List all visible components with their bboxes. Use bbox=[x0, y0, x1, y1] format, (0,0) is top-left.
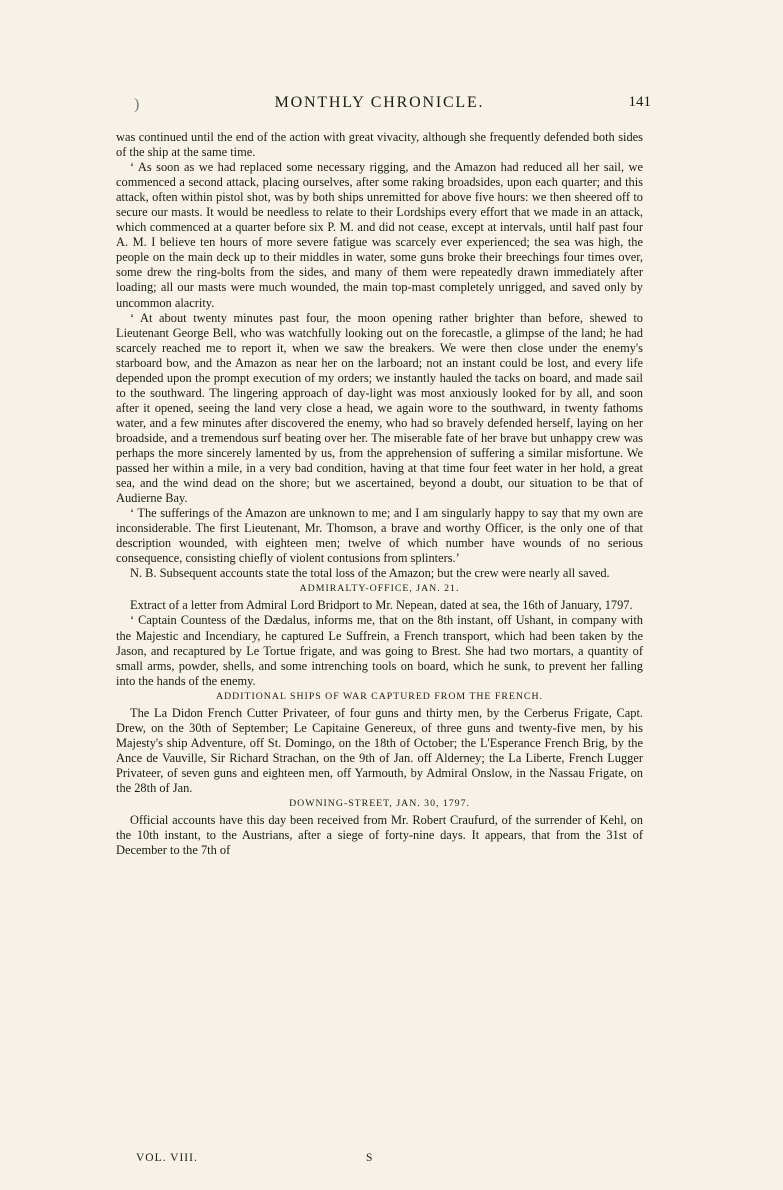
paragraph-extract: Extract of a letter from Admiral Lord Bridport to Mr. Nepean, dated at sea, the 16th of January, 1797. bbox=[130, 598, 633, 613]
page-number: 141 bbox=[628, 94, 651, 110]
paragraph-continued: was continued until the end of the action with great vivacity, although she frequently defended both sides of the ship at the same time. bbox=[116, 130, 643, 160]
paragraph-second-attack: ‘ As soon as we had replaced some necessary rigging, and the Amazon had reduced all her sail, we commenced a second attack, placing ourselves, after some raking broadsides, upon each quarter; and this attack, often within pistol shot, was by both ships unremitted for above five hours: we then sheered off to secure our masts. It would be needless to relate to their Lordships every effort that we made in an attack, which commenced at a quarter before six P. M. and did not cease, except at intervals, until half past four A. M. I believe ten hours of more severe fatigue was scarcely ever experienced; the sea was high, the people on the main deck up to their middles in water, some guns broke their breechings four times over, some drew the ring-bolts from the sides, and many of them were repeatedly drawn immediately after loading; all our masts were much wounded, the main top-mast completely unrigged, and saved only by uncommon alacrity. bbox=[116, 160, 643, 310]
paragraph-daedalus: ‘ Captain Countess of the Dædalus, informs me, that on the 8th instant, off Ushant, in company with the Majestic and Incendiary, he captured Le Suffrein, a French transport, which had been taken by the Jason, and recaptured by Le Tortue frigate, and was going to Brest. She had two mortars, a quantity of small arms, powder, shells, and some intrenching tools on board, which he sunk, to prevent her falling into the hands of the enemy. bbox=[116, 613, 643, 688]
section-heading-additional-ships: ADDITIONAL SHIPS OF WAR CAPTURED FROM THE FRENCH. bbox=[216, 690, 543, 702]
running-head bbox=[116, 92, 651, 122]
paragraph-nota-bene: N. B. Subsequent accounts state the total loss of the Amazon; but the crew were nearly all saved. bbox=[130, 566, 610, 581]
margin-mark: ) bbox=[134, 96, 140, 113]
signature-mark: S bbox=[366, 1152, 374, 1164]
section-heading-admiralty: ADMIRALTY-OFFICE, JAN. 21. bbox=[299, 583, 460, 595]
paragraph-captures: The La Didon French Cutter Privateer, of four guns and thirty men, by the Cerberus Frigate, Capt. Drew, on the 30th of September; Le Capitaine Genereux, of three guns and twenty-five men, by his Majesty's ship Adventure, off St. Domingo, on the 18th of October; the L'Esperance French Brig, by the Ance de Vauville, Sir Richard Strachan, on the 9th of Jan. off Alderney; the La Liberte, French Lugger Privateer, of seven guns and eighteen men, off Yarmouth, by Admiral Onslow, in the Nassau Frigate, on the 28th of Jan. bbox=[116, 705, 643, 795]
article-body bbox=[116, 130, 643, 858]
paragraph-breakers: ‘ At about twenty minutes past four, the moon opening rather brighter than before, shewed to Lieutenant George Bell, who was watchfully looking out on the forecastle, a glimpse of the land; he had scarcely reached me to report it, when we saw the breakers. We were then close under the enemy's starboard bow, and the Amazon as near her on the larboard; not an instant could be lost, and every life depended upon the prompt execution of my orders; we instantly hauled the tacks on board, and made sail to the southward. The lingering approach of day-light was most anxiously looked for by all, and soon after it opened, seeing the land very close a head, we again wore to the southward, in twenty fathoms water, and a few minutes after discovered the enemy, who had so bravely defended herself, laying on her broadside, and a tremendous surf beating over her. The miserable fate of her brave but unhappy crew was perhaps the more sincerely lamented by us, from the apprehension of suffering a similar misfortune. We passed her within a mile, in a very bad condition, having at that time four feet water in her hold, a great sea, and the wind dead on the shore; but we ascertained, beyond a doubt, our situation to be that of Audierne Bay. bbox=[116, 310, 643, 506]
section-heading-downing-street: DOWNING-STREET, JAN. 30, 1797. bbox=[289, 797, 470, 809]
paragraph-sufferings: ‘ The sufferings of the Amazon are unknown to me; and I am singularly happy to say that my own are inconsiderable. The first Lieutenant, Mr. Thomson, a brave and worthy Officer, is the only one of that description wounded, with eighteen men; twelve of which number have wounds of no serious consequence, consisting chiefly of violent contusions from splinters.’ bbox=[116, 506, 643, 566]
paragraph-kehl: Official accounts have this day been received from Mr. Robert Craufurd, of the surrender of Kehl, on the 10th instant, to the Austrians, after a siege of forty-nine days. It appears, that from the 31st of December to the 7th of bbox=[116, 812, 643, 858]
running-title: MONTHLY CHRONICLE. bbox=[274, 94, 485, 111]
volume-label: VOL. VIII. bbox=[136, 1152, 198, 1164]
